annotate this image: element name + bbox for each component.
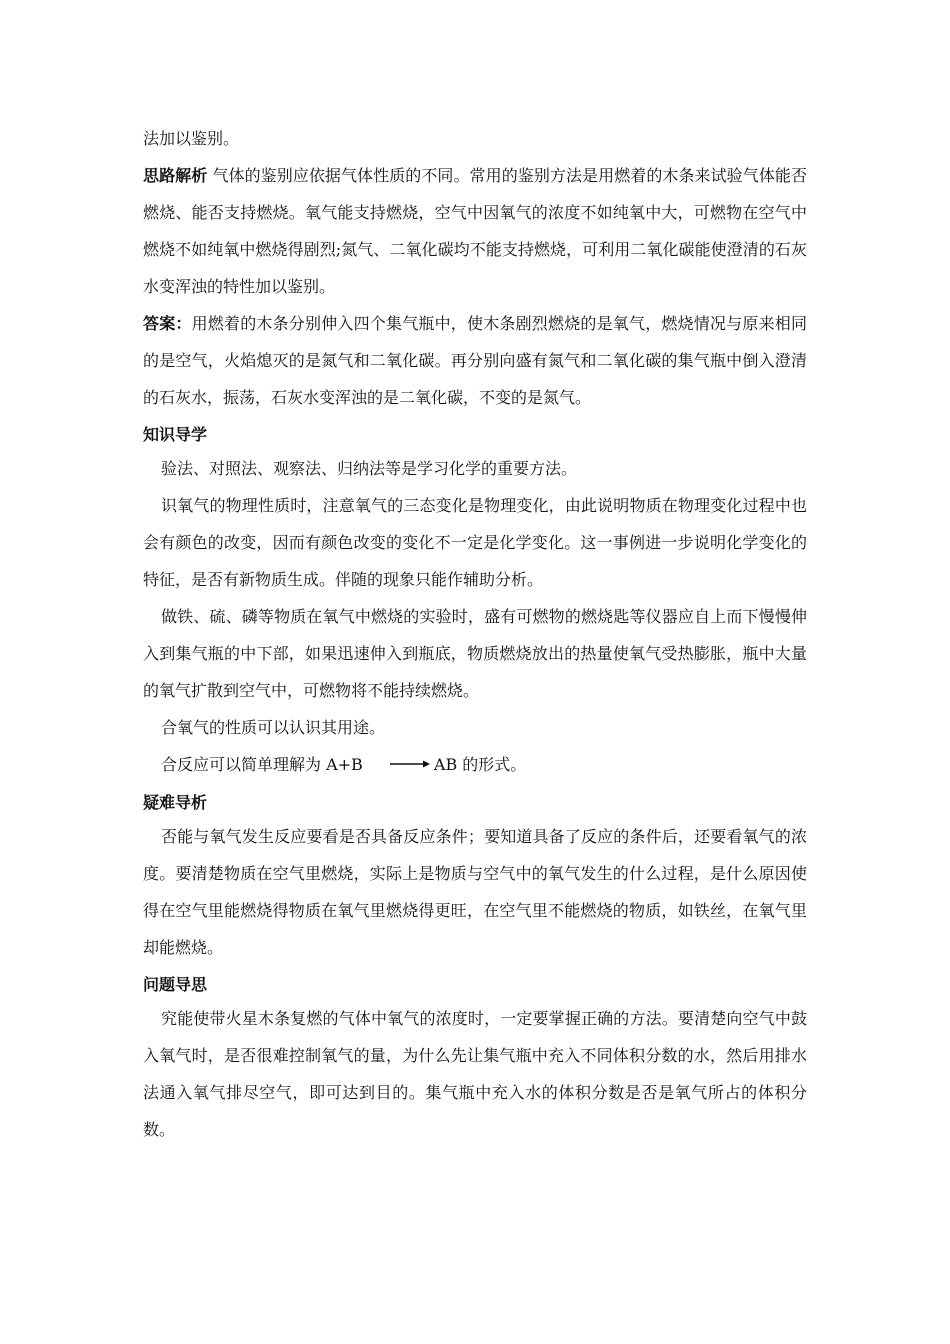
question-paragraph: 究能使带火星木条复燃的气体中氧气的浓度时，一定要掌握正确的方法。要清楚向空气中鼓入氧气时，是否很难控制氧气的量，为什么先让集气瓶中充入不同体积分数的水，然后用排水法通入氧气排尽空气，即可达到目的。集气瓶中充入水的体积分数是否是氧气所占的体积分数。 — [143, 1009, 807, 1139]
analysis-paragraph — [143, 157, 807, 305]
guide-paragraph-4: 合氧气的性质可以认识其用途。 — [161, 718, 386, 737]
document-body — [143, 120, 807, 1148]
guide-paragraph-2: 识氧气的物理性质时，注意氧气的三态变化是物理变化，由此说明物质在物理变化过程中也会有颜色的改变，因而有颜色改变的变化不一定是化学变化。这一事例进一步说明化学变化的特征，是否有新物质生成。伴随的现象只能作辅助分析。 — [143, 496, 807, 589]
answer-paragraph — [143, 305, 807, 416]
difficulty-heading: 疑难导析 — [143, 793, 208, 812]
guide-heading: 知识导学 — [143, 425, 208, 444]
reaction-arrow-icon — [371, 745, 431, 782]
question-heading: 问题导思 — [143, 975, 208, 994]
difficulty-paragraph: 否能与氧气发生反应要看是否具备反应条件；要知道具备了反应的条件后，还要看氧气的浓度。要清楚物质在空气里燃烧，实际上是物质与空气中的氧气发生的什么过程，是什么原因使得在空气里能燃烧得物质在氧气里燃烧得更旺，在空气里不能燃烧的物质，如铁丝，在氧气里却能燃烧。 — [143, 827, 807, 957]
guide-paragraph-5 — [143, 746, 807, 784]
guide-paragraph-3: 做铁、硫、磷等物质在氧气中燃烧的实验时，盛有可燃物的燃烧匙等仪器应自上而下慢慢伸入到集气瓶的中下部，如果迅速伸入到瓶底，物质燃烧放出的热量使氧气受热膨胀，瓶中大量的氧气扩散到空气中，可燃物将不能持续燃烧。 — [143, 607, 807, 700]
intro-text: 法加以鉴别。 — [143, 129, 240, 148]
analysis-label: 思路解析 — [143, 166, 208, 185]
reaction-formula-left: 合反应可以简单理解为 A+B — [161, 755, 363, 774]
guide-paragraph-1: 验法、对照法、观察法、归纳法等是学习化学的重要方法。 — [161, 459, 578, 478]
answer-text: 用燃着的木条分别伸入四个集气瓶中，使木条剧烈燃烧的是氧气，燃烧情况与原来相同的是空气，火焰熄灭的是氮气和二氧化碳。再分别向盛有氮气和二氧化碳的集气瓶中倒入澄清的石灰水，振荡，石灰水变浑浊的是二氧化碳，不变的是氮气。 — [143, 314, 807, 407]
reaction-formula-right: AB 的形式。 — [433, 755, 527, 774]
analysis-text: 气体的鉴别应依据气体性质的不同。常用的鉴别方法是用燃着的木条来试验气体能否燃烧、能否支持燃烧。氧气能支持燃烧，空气中因氧气的浓度不如纯氧中大，可燃物在空气中燃烧不如纯氧中燃烧得剧烈;氮气、二氧化碳均不能支持燃烧，可利用二氧化碳能使澄清的石灰水变浑浊的特性加以鉴别。 — [143, 166, 807, 296]
answer-label: 答案： — [143, 314, 192, 333]
